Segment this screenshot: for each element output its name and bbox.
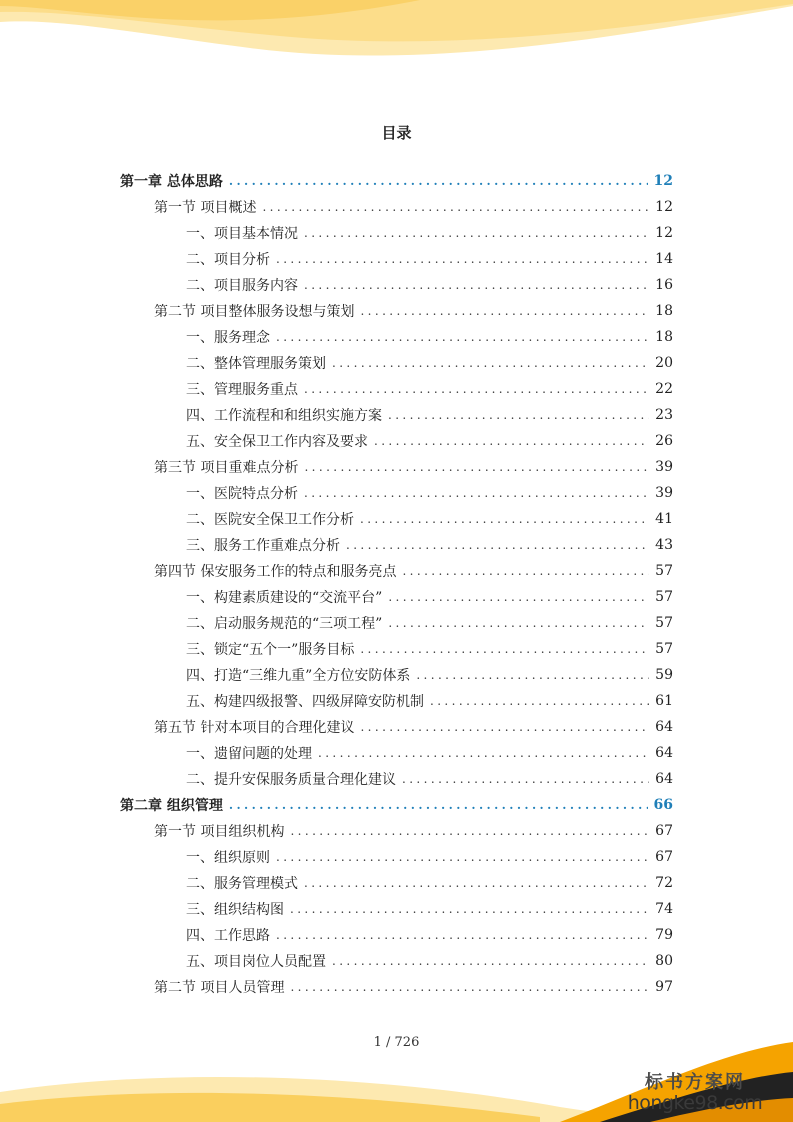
toc-dot-leader [360, 720, 649, 734]
toc-entry-page: 64 [655, 745, 673, 761]
toc-dot-leader [374, 434, 649, 448]
toc-dot-leader [402, 564, 649, 578]
toc-entry[interactable] [120, 922, 673, 948]
watermark [615, 1068, 775, 1114]
toc-dot-leader [290, 980, 649, 994]
toc-entry-page: 59 [655, 667, 673, 683]
toc-entry-label: 四、打造“三维九重”全方位安防体系 [186, 668, 411, 684]
toc-dot-leader [360, 512, 649, 526]
toc-entry[interactable] [120, 194, 673, 220]
toc-entry[interactable] [120, 662, 673, 688]
toc-entry-label: 五、构建四级报警、四级屏障安防机制 [186, 694, 424, 710]
toc-dot-leader [290, 824, 649, 838]
toc-entry[interactable] [120, 714, 673, 740]
toc-entry[interactable] [120, 298, 673, 324]
toc-entry-label: 二、项目分析 [186, 252, 270, 268]
toc-entry[interactable] [120, 766, 673, 792]
toc-entry[interactable] [120, 272, 673, 298]
toc-entry-label: 一、遗留问题的处理 [186, 746, 312, 762]
toc-dot-leader [304, 876, 649, 890]
toc-entry-page: 12 [655, 225, 673, 241]
toc-entry-page: 41 [655, 511, 673, 527]
toc-entry[interactable] [120, 844, 673, 870]
page-indicator: 1 / 726 [373, 1035, 420, 1050]
toc-dot-leader [332, 954, 649, 968]
toc-entry[interactable] [120, 376, 673, 402]
toc-entry-label: 第四节 保安服务工作的特点和服务亮点 [154, 564, 397, 580]
toc-entry-label: 一、组织原则 [186, 850, 270, 866]
toc-entry-page: 39 [655, 459, 673, 475]
toc-entry[interactable] [120, 454, 673, 480]
toc-dot-leader [318, 746, 649, 760]
toc-entry-label: 二、提升安保服务质量合理化建议 [186, 772, 396, 788]
toc-entry-label: 二、医院安全保卫工作分析 [186, 512, 354, 528]
toc-entry-label: 二、整体管理服务策划 [186, 356, 326, 372]
toc-dot-leader [332, 356, 649, 370]
toc-entry[interactable] [120, 428, 673, 454]
toc-entry-label: 第一节 项目概述 [154, 200, 257, 216]
toc-entry[interactable] [120, 220, 673, 246]
toc-title: 目录 [381, 124, 412, 142]
toc-entry[interactable] [120, 558, 673, 584]
toc-entry-label: 四、工作思路 [186, 928, 270, 944]
toc-entry[interactable] [120, 324, 673, 350]
toc-entry[interactable] [120, 688, 673, 714]
toc-entry-page: 57 [655, 563, 673, 579]
toc-dot-leader [276, 252, 649, 266]
toc-entry-page: 72 [655, 875, 673, 891]
toc-entry-label: 第五节 针对本项目的合理化建议 [154, 720, 355, 736]
toc-dot-leader [229, 798, 648, 812]
toc-dot-leader [276, 928, 649, 942]
watermark-brand: 标书方案网 [645, 1072, 745, 1093]
toc-entry-label: 一、医院特点分析 [186, 486, 298, 502]
toc-dot-leader [229, 174, 648, 188]
toc-dot-leader [262, 200, 649, 214]
toc-entry-page: 64 [655, 771, 673, 787]
toc-entry-page: 39 [655, 485, 673, 501]
toc-entry-page: 80 [655, 953, 673, 969]
toc-entry-page: 12 [655, 199, 673, 215]
toc-entry-label: 三、锁定“五个一”服务目标 [186, 642, 355, 658]
toc-entry-page: 12 [653, 173, 673, 189]
toc-entry-label: 三、管理服务重点 [186, 382, 298, 398]
toc-entry[interactable] [120, 480, 673, 506]
toc-entry[interactable] [120, 896, 673, 922]
toc-entry-page: 14 [655, 251, 673, 267]
toc-entry-label: 第三节 项目重难点分析 [154, 460, 299, 476]
toc-entry[interactable] [120, 740, 673, 766]
toc-entry[interactable] [120, 506, 673, 532]
toc-entry-page: 97 [655, 979, 673, 995]
toc-dot-leader [304, 278, 649, 292]
toc-dot-leader [388, 616, 649, 630]
toc-entry[interactable] [120, 610, 673, 636]
toc-entry-label: 四、工作流程和和组织实施方案 [186, 408, 382, 424]
toc-dot-leader [360, 642, 649, 656]
toc-entry[interactable] [120, 402, 673, 428]
toc-dot-leader [304, 486, 649, 500]
watermark-url: hongke98.com [627, 1092, 763, 1114]
toc-entry-page: 61 [655, 693, 673, 709]
toc-dot-leader [276, 850, 649, 864]
toc-dot-leader [304, 382, 649, 396]
toc-entry-label: 二、项目服务内容 [186, 278, 298, 294]
toc-dot-leader [388, 590, 649, 604]
toc-entry-page: 20 [655, 355, 673, 371]
toc-entry-label: 第二节 项目人员管理 [154, 980, 285, 996]
toc-dot-leader [304, 226, 649, 240]
toc-entry-page: 22 [655, 381, 673, 397]
toc-entry[interactable] [120, 584, 673, 610]
toc-entry[interactable] [120, 168, 673, 194]
toc-entry-label: 第一章 总体思路 [120, 174, 223, 190]
toc-entry-label: 第二节 项目整体服务设想与策划 [154, 304, 355, 320]
toc-entry[interactable] [120, 636, 673, 662]
toc-entry-page: 67 [655, 849, 673, 865]
toc-entry-page: 57 [655, 641, 673, 657]
toc-entry-page: 26 [655, 433, 673, 449]
toc-dot-leader [360, 304, 649, 318]
toc-dot-leader [276, 330, 649, 344]
toc-dot-leader [346, 538, 649, 552]
toc-entry-label: 二、启动服务规范的“三项工程” [186, 616, 383, 632]
toc-entry[interactable] [120, 246, 673, 272]
toc-entry-label: 三、组织结构图 [186, 902, 284, 918]
toc-entry-label: 一、服务理念 [186, 330, 270, 346]
toc-entry-page: 18 [655, 329, 673, 345]
toc-entry-label: 五、项目岗位人员配置 [186, 954, 326, 970]
toc-entry[interactable] [120, 948, 673, 974]
toc-entry[interactable] [120, 974, 673, 1000]
toc-entry-page: 57 [655, 589, 673, 605]
toc-entry-page: 18 [655, 303, 673, 319]
toc-entry[interactable] [120, 870, 673, 896]
toc-dot-leader [402, 772, 649, 786]
toc-entry-page: 57 [655, 615, 673, 631]
toc-dot-leader [416, 668, 649, 682]
top-wave-decoration [0, 0, 793, 70]
toc-entry-page: 23 [655, 407, 673, 423]
toc-entry-page: 64 [655, 719, 673, 735]
toc-dot-leader [304, 460, 649, 474]
toc-entry-page: 74 [655, 901, 673, 917]
toc-dot-leader [388, 408, 649, 422]
toc-entry-label: 三、服务工作重难点分析 [186, 538, 340, 554]
toc-entry[interactable] [120, 818, 673, 844]
toc-entry-label: 第二章 组织管理 [120, 798, 223, 814]
toc-entry-label: 一、构建素质建设的“交流平台” [186, 590, 383, 606]
toc-entry[interactable] [120, 350, 673, 376]
toc-entry-page: 16 [655, 277, 673, 293]
toc-dot-leader [290, 902, 649, 916]
toc-entry[interactable] [120, 532, 673, 558]
toc-entry-page: 79 [655, 927, 673, 943]
toc-entry-label: 五、安全保卫工作内容及要求 [186, 434, 368, 450]
toc-entry-label: 第一节 项目组织机构 [154, 824, 285, 840]
toc-entry-page: 43 [655, 537, 673, 553]
toc-entry-page: 67 [655, 823, 673, 839]
toc-entry-label: 二、服务管理模式 [186, 876, 298, 892]
table-of-contents [120, 168, 673, 1000]
toc-entry-label: 一、项目基本情况 [186, 226, 298, 242]
toc-dot-leader [430, 694, 649, 708]
toc-entry[interactable] [120, 792, 673, 818]
toc-entry-page: 66 [653, 797, 673, 813]
